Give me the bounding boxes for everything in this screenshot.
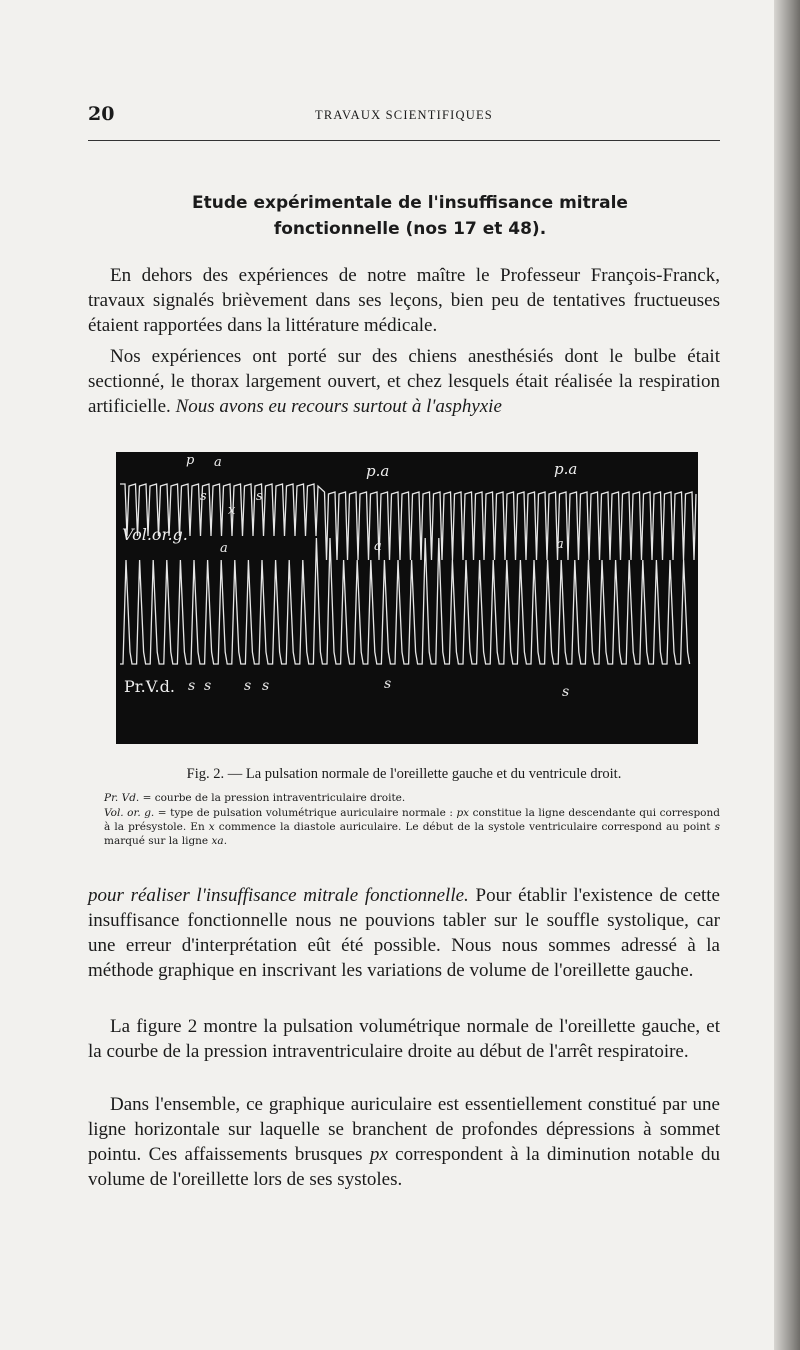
label-pr-vd: Pr.V.d.	[124, 677, 175, 696]
label-a-1: a	[214, 455, 222, 470]
legend-term-prvd: Pr. Vd.	[104, 792, 140, 804]
page-edge-shadow	[774, 0, 800, 1350]
legend-x: x	[208, 821, 215, 833]
label-vol-org: Vol.or.g.	[122, 525, 188, 544]
legend-end: .	[223, 835, 228, 847]
label-x-1: x	[228, 503, 236, 518]
label-s-3: s	[188, 678, 196, 694]
legend-text-prvd: = courbe de la pression intraventriculaire droite.	[139, 792, 406, 804]
section-title-line2: fonctionnelle (nos 17 et 48).	[273, 219, 547, 239]
legend-px: px	[456, 807, 470, 819]
paragraph-5	[88, 1092, 720, 1192]
header-rule	[88, 140, 720, 141]
label-pa-2: p.a	[554, 460, 578, 478]
paragraph-5-text-a: Dans l'ensemble, ce graphique auriculaire est essentiellement constitué par une ligne horizontale sur laquelle se branchent de profondes dépressions à sommet pointu. Ces affaissements brusques	[88, 1094, 720, 1165]
legend-xa: xa	[211, 835, 224, 847]
label-p-1: p	[186, 453, 195, 468]
figure-caption: Fig. 2. — La pulsation normale de l'oreillette gauche et du ventricule droit.	[186, 766, 622, 782]
label-a-4: a	[556, 537, 564, 552]
section-title	[100, 190, 720, 242]
paragraph-2-italic: Nous avons eu recours surtout à l'asphyxie	[175, 396, 502, 417]
paragraph-3	[88, 883, 720, 983]
page-number: 20	[88, 103, 115, 125]
legend-text-b: constitue la ligne descendante qui correspond à la présystole. En	[104, 807, 720, 833]
paragraph-3-italic: pour réaliser l'insuffisance mitrale fonctionnelle.	[88, 885, 469, 906]
label-s-2: s	[256, 489, 263, 504]
paragraph-5-px: px	[369, 1144, 388, 1165]
legend-text-d: marqué sur la ligne	[104, 835, 212, 847]
legend-text-a: = type de pulsation volumétrique auriculaire normale :	[154, 807, 457, 819]
paragraph-2-text: Nos expériences ont porté sur des chiens anesthésiés dont le bulbe était sectionné, le thorax largement ouvert, et chez lesquels était réalisée la respiration artificielle.	[88, 346, 720, 417]
paragraph-1	[88, 263, 720, 338]
label-s-8: s	[562, 684, 570, 700]
paragraph-4	[88, 1014, 720, 1064]
legend-term-volorg: Vol. or. g.	[104, 807, 155, 819]
label-a-2: a	[220, 541, 228, 556]
legend-text-c: commence la diastole auriculaire. Le début de la systole ventriculaire correspond au point	[214, 821, 715, 833]
section-title-line1: Etude expérimentale de l'insuffisance mitrale	[192, 193, 628, 213]
label-s-6: s	[262, 678, 270, 694]
legend-s: s	[714, 821, 720, 833]
label-s-7: s	[384, 676, 392, 692]
figure-2-tracing	[116, 452, 698, 744]
label-s-5: s	[244, 678, 252, 694]
label-pa-1: p.a	[366, 462, 390, 480]
legend-line-1	[104, 791, 720, 805]
legend-line-2	[104, 806, 720, 848]
paragraph-5-text-b: correspondent à la diminution notable du volume de l'oreillette lors de ses systoles.	[88, 1144, 721, 1190]
label-s-1: s	[200, 489, 207, 504]
paragraph-1-text: En dehors des expériences de notre maître le Professeur François-Franck, travaux signalés brièvement dans ses leçons, bien peu de tentatives fructueuses étaient rapportées dans la littérature médicale.	[88, 265, 720, 336]
running-title: TRAVAUX SCIENTIFIQUES	[315, 108, 493, 122]
label-a-3: a	[374, 539, 382, 554]
ventricular-pressure-curve	[120, 538, 690, 664]
tracing-svg	[116, 452, 698, 744]
page-header	[88, 103, 720, 133]
paragraph-4-text: La figure 2 montre la pulsation volumétrique normale de l'oreillette gauche, et la courbe de la pression intraventriculaire droite au début de l'arrêt respiratoire.	[88, 1016, 720, 1062]
paragraph-3-text: Pour établir l'existence de cette insuffisance fonctionnelle nous ne pouvions tabler sur le souffle systolique, car une erreur d'interprétation eût été possible. Nous nous sommes adressé à la méthode graphique en inscrivant les variations de volume de l'oreillette gauche.	[88, 885, 720, 981]
label-s-4: s	[204, 678, 212, 694]
paragraph-2	[88, 344, 720, 419]
